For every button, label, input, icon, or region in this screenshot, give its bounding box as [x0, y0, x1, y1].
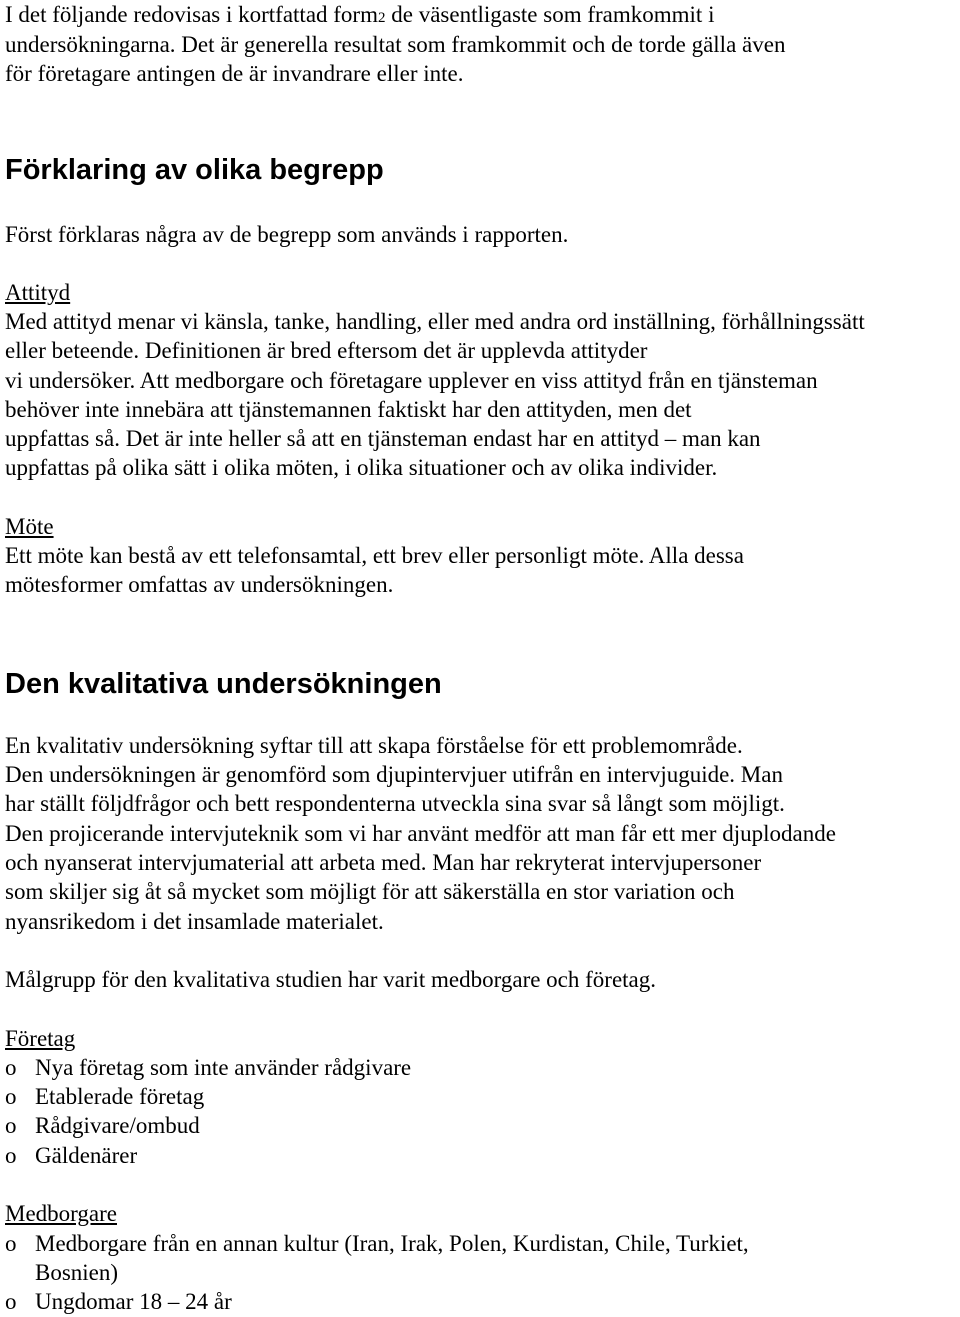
section-heading-forklaring: Förklaring av olika begrepp: [5, 154, 384, 186]
term-foretag: Företag: [5, 1026, 76, 1051]
kvalitativ-line: En kvalitativ undersökning syftar till att skapa förståelse för ett problemområde.: [5, 733, 743, 758]
list-bullet: o: [5, 1113, 17, 1138]
malgrupp-text: Målgrupp för den kvalitativa studien har varit medborgare och företag.: [5, 967, 657, 992]
list-bullet: o: [5, 1289, 17, 1314]
attityd-line: Med attityd menar vi känsla, tanke, handling, eller med andra ord inställning, förhållningssätt: [5, 309, 865, 334]
kvalitativ-line: Den undersökningen är genomförd som djupintervjuer utifrån en intervjuguide. Man: [5, 762, 783, 787]
list-item-text: Rådgivare/ombud: [35, 1113, 200, 1138]
term-mote: Möte: [5, 514, 54, 539]
attityd-line: vi undersöker. Att medborgare och företagare upplever en viss attityd från en tjänsteman: [5, 368, 818, 393]
intro-line-1-b: de väsentligaste som framkommit i: [385, 2, 715, 27]
kvalitativ-line: har ställt följdfrågor och bett respondenterna utveckla sina svar så långt som möjligt.: [5, 791, 785, 816]
kvalitativ-line: och nyanserat intervjumaterial att arbeta med. Man har rekryterat intervjupersoner: [5, 850, 762, 875]
kvalitativ-line: Den projicerande intervjuteknik som vi har använt medför att man får ett mer djuplodande: [5, 821, 836, 846]
attityd-line: uppfattas på olika sätt i olika möten, i olika situationer och av olika individer.: [5, 455, 718, 480]
section1-intro: Först förklaras några av de begrepp som används i rapporten.: [5, 222, 569, 247]
term-medborgare: Medborgare: [5, 1201, 117, 1226]
list-item-text: Nya företag som inte använder rådgivare: [35, 1055, 412, 1080]
kvalitativ-line: som skiljer sig åt så mycket som möjligt för att säkerställa en stor variation och: [5, 879, 735, 904]
list-bullet: o: [5, 1084, 17, 1109]
list-bullet: o: [5, 1231, 17, 1256]
intro-line-3: för företagare antingen de är invandrare eller inte.: [5, 61, 464, 86]
section-heading-kvalitativa: Den kvalitativa undersökningen: [5, 668, 442, 700]
attityd-line: uppfattas så. Det är inte heller så att en tjänsteman endast har en attityd – man kan: [5, 426, 761, 451]
attityd-line: eller beteende. Definitionen är bred eftersom det är upplevda attityder: [5, 338, 648, 363]
list-item-text: Medborgare från en annan kultur (Iran, Irak, Polen, Kurdistan, Chile, Turkiet,: [35, 1231, 749, 1256]
list-bullet: o: [5, 1143, 17, 1168]
attityd-line: behöver inte innebära att tjänstemannen faktiskt har den attityden, men det: [5, 397, 692, 422]
footnote-marker: 2: [378, 10, 386, 26]
term-attityd: Attityd: [5, 280, 71, 305]
list-item-text: Etablerade företag: [35, 1084, 205, 1109]
list-item-text: Bosnien): [35, 1260, 119, 1285]
list-bullet: o: [5, 1055, 17, 1080]
intro-line-1-a: I det följande redovisas i kortfattad form: [5, 2, 378, 27]
list-item-text: Ungdomar 18 – 24 år: [35, 1289, 232, 1314]
intro-line-1: [5, 0, 714, 33]
intro-line-2: undersökningarna. Det är generella resultat som framkommit och de torde gälla även: [5, 32, 786, 57]
mote-line: Ett möte kan bestå av ett telefonsamtal, ett brev eller personligt möte. Alla dessa: [5, 543, 744, 568]
kvalitativ-line: nyansrikedom i det insamlade materialet.: [5, 909, 384, 934]
list-item-text: Gäldenärer: [35, 1143, 138, 1168]
mote-line: mötesformer omfattas av undersökningen.: [5, 572, 394, 597]
